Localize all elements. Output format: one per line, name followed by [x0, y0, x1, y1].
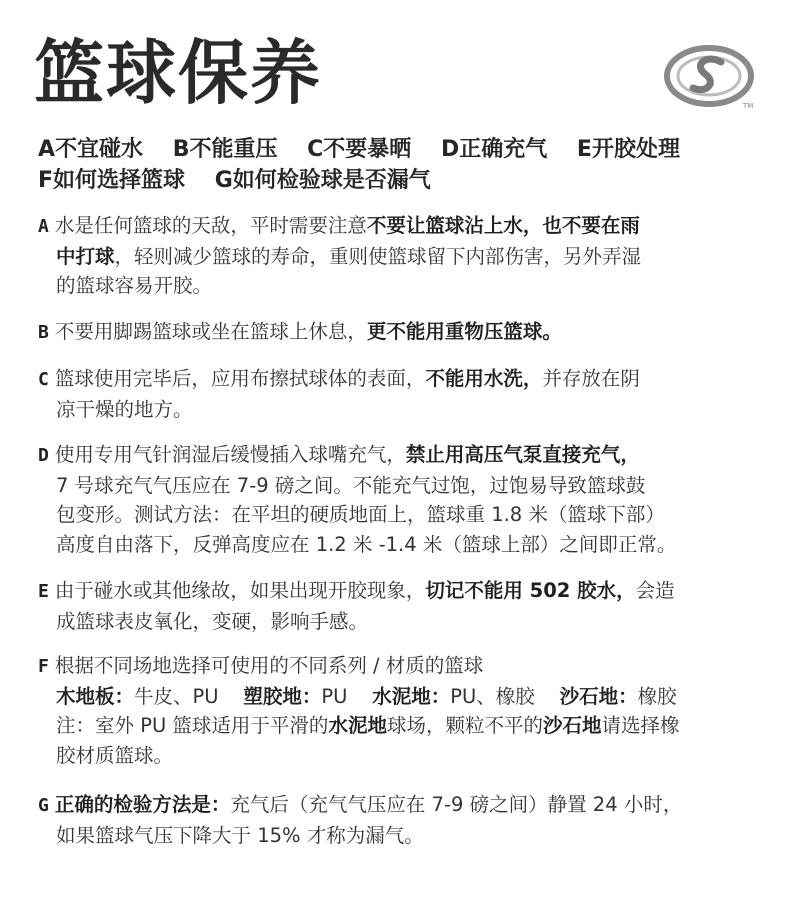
surface-material-list — [38, 682, 758, 712]
section-d — [38, 440, 758, 559]
section-letter: E — [38, 581, 49, 602]
section-emphasis: 更不能用重物压篮球。 — [366, 320, 562, 343]
summary-item: F如何选择篮球 — [38, 168, 186, 193]
section-letter: F — [38, 656, 49, 677]
section-text: 包变形。测试方法：在平坦的硬质地面上，篮球重 1.8 米（篮球下部） — [56, 503, 665, 526]
section-text: 并存放在阴 — [542, 367, 640, 390]
section-text: 水是任何篮球的天敌，平时需要注意 — [54, 214, 367, 237]
summary-item: B不能重压 — [172, 137, 278, 162]
summary-item: E开胶处理 — [576, 137, 680, 162]
section-text: 成篮球表皮氧化，变硬，影响手感。 — [56, 609, 369, 633]
section-f — [38, 651, 758, 770]
section-emphasis: 中打球 — [56, 244, 115, 268]
note-emphasis: 水泥地 — [328, 714, 387, 737]
summary-item: G如何检验球是否漏气 — [214, 168, 431, 193]
summary-line-1 — [38, 134, 768, 165]
summary-line-2 — [38, 165, 768, 196]
section-text: 如果篮球气压下降大于 15% 才称为漏气。 — [56, 823, 424, 847]
note-emphasis: 沙石地 — [542, 714, 602, 737]
surface-value-wood: 牛皮、PU — [134, 684, 219, 708]
section-b — [38, 317, 758, 348]
section-emphasis: 正确的检验方法是： — [54, 793, 231, 816]
section-c — [38, 364, 758, 424]
summary-item: A不宜碰水 — [38, 137, 144, 162]
section-letter: C — [38, 369, 49, 390]
section-text: 凉干燥的地方。 — [56, 397, 193, 421]
section-e — [38, 576, 758, 636]
section-text: 由于碰水或其他缘故，如果出现开胶现象， — [54, 579, 426, 602]
section-text: 使用专用气针润湿后缓慢插入球嘴充气， — [54, 443, 406, 466]
section-emphasis: 不要让篮球沾上水，也不要在雨 — [366, 214, 640, 237]
section-letter: A — [38, 216, 49, 237]
surface-label-cement: 水泥地： — [372, 684, 451, 708]
note-text: 请选择橡 — [601, 714, 680, 737]
surface-label-wood: 木地板： — [56, 684, 135, 708]
trademark-mark: TM — [743, 102, 754, 110]
surface-value-cement: PU、橡胶 — [450, 684, 535, 708]
section-letter: B — [38, 322, 49, 343]
surface-label-plastic: 塑胶地： — [243, 684, 322, 708]
section-letter: G — [38, 795, 49, 816]
section-emphasis: 切记不能用 502 胶水， — [425, 579, 636, 602]
surface-value-plastic: PU — [321, 684, 348, 708]
section-text: 根据不同场地选择可使用的不同系列 / 材质的篮球 — [54, 654, 484, 677]
section-text: 充气后（充气气压应在 7-9 磅之间）静置 24 小时， — [230, 793, 683, 816]
section-a — [38, 211, 758, 301]
section-text: 高度自由落下，反弹高度应在 1.2 米 -1.4 米（篮球上部）之间即正常。 — [56, 532, 677, 556]
section-text: 的篮球容易开胶。 — [56, 274, 213, 297]
note-text: 注：室外 PU 篮球适用于平滑的 — [56, 714, 329, 737]
section-emphasis: 禁止用高压气泵直接充气， — [405, 443, 640, 466]
summary-item: C不要暴晒 — [307, 137, 412, 162]
section-letter: D — [38, 445, 49, 466]
page-title: 篮球保养 — [34, 32, 322, 114]
section-text: ，轻则减少篮球的寿命，重则使篮球留下内部伤害，另外弄湿 — [114, 244, 642, 268]
note-text: 胶材质篮球。 — [56, 743, 174, 767]
section-g — [38, 790, 758, 850]
note-text: 球场，颗粒不平的 — [386, 714, 543, 737]
section-text: 不要用脚踢篮球或坐在篮球上休息， — [54, 320, 367, 343]
spalding-s-logo-icon — [663, 42, 759, 114]
surface-label-sand: 沙石地： — [559, 684, 638, 708]
surface-value-sand: 橡胶 — [637, 684, 677, 708]
section-text: 7 号球充气气压应在 7-9 磅之间。不能充气过饱，过饱易导致篮球鼓 — [56, 473, 646, 497]
section-text: 篮球使用完毕后，应用布擦拭球体的表面， — [54, 367, 426, 390]
summary-item: D正确充气 — [440, 137, 548, 162]
section-emphasis: 不能用水洗， — [425, 367, 543, 390]
summary-list — [38, 134, 768, 196]
section-text: 会造 — [635, 579, 675, 602]
